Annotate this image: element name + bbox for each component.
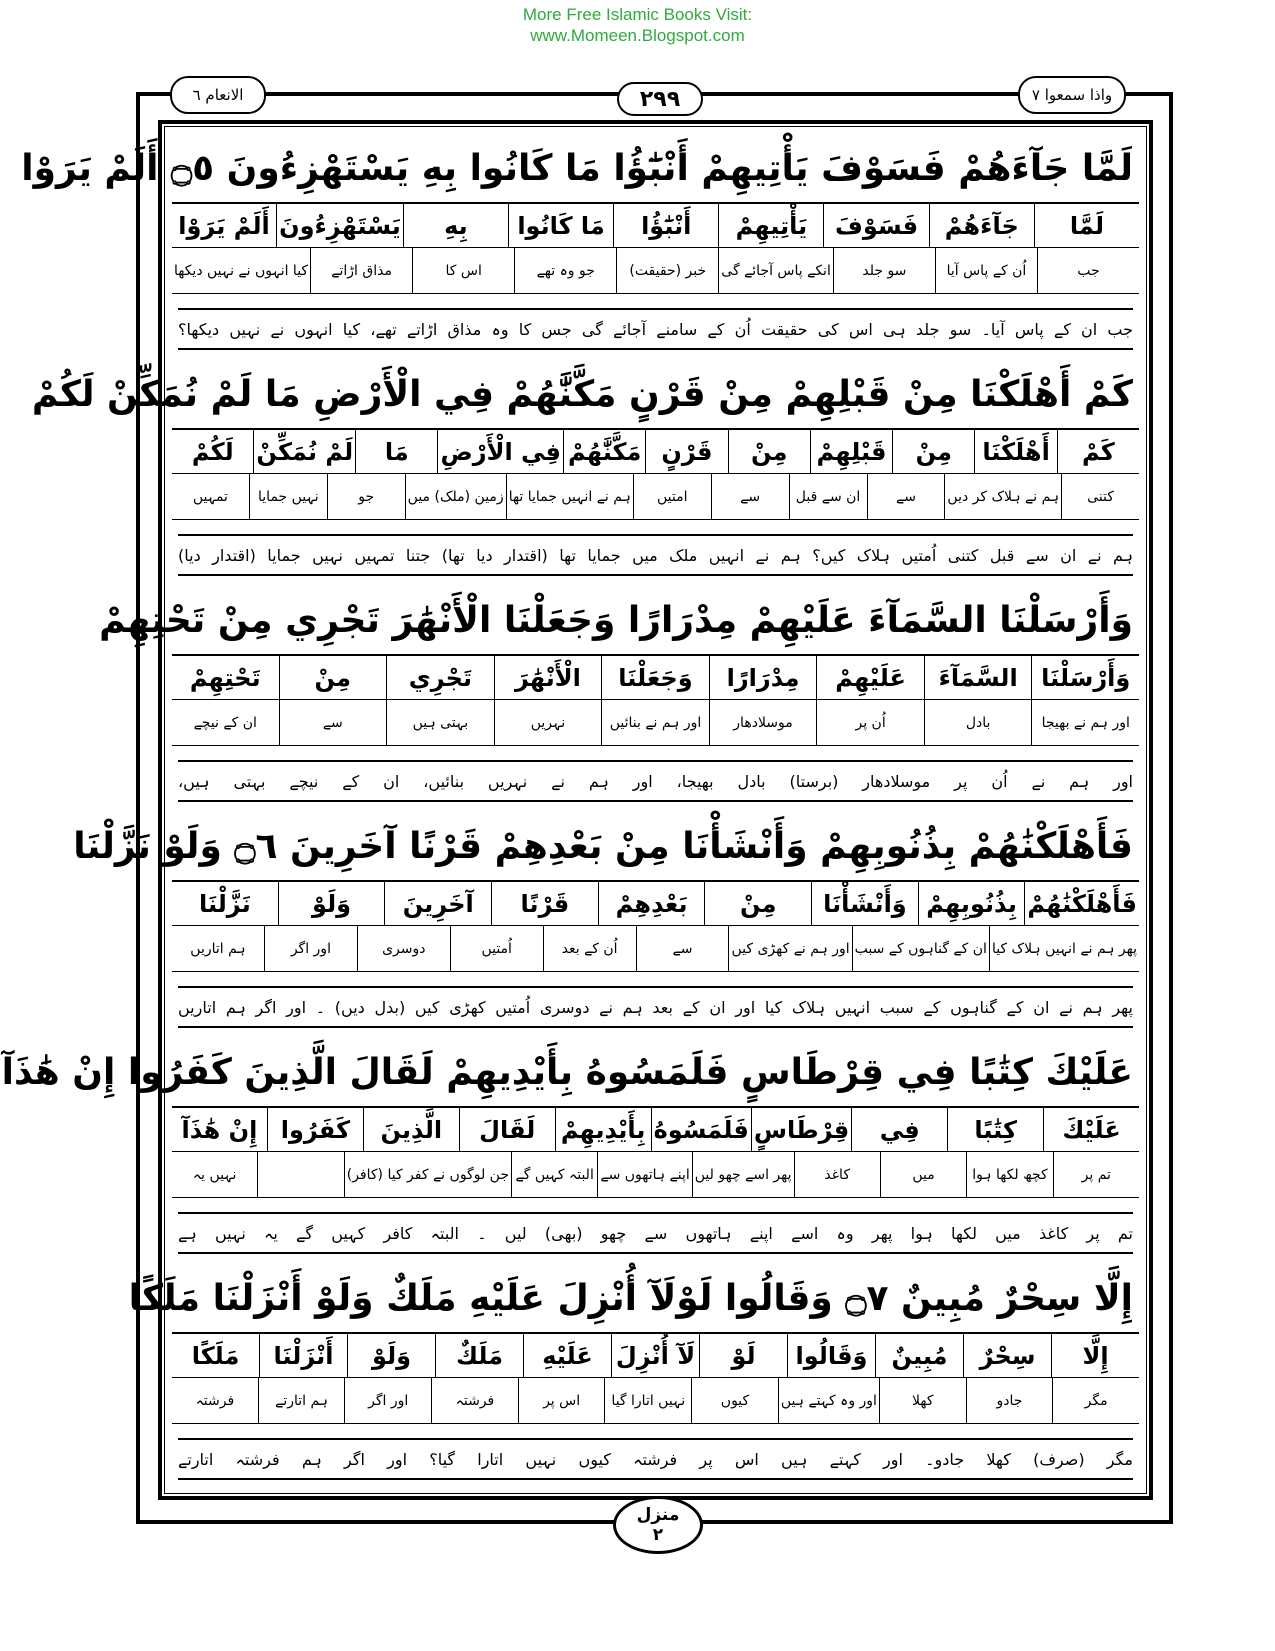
urdu-meaning: خبر (حقیقت)	[616, 248, 718, 294]
arabic-word: أَهْلَكْنَا	[974, 430, 1056, 473]
urdu-meaning: اور ہم نے بنائیں	[601, 700, 709, 746]
urdu-meaning-row	[172, 1378, 1139, 1424]
arabic-word: وَأَنْشَأْنَا	[811, 882, 918, 925]
arabic-word: قَبْلِهِمْ	[810, 430, 892, 473]
arabic-word: لَآ أُنْزِلَ	[611, 1334, 699, 1377]
urdu-meaning: کچھ لکھا ہوا	[966, 1152, 1052, 1198]
arabic-word: مُبِينٌ	[875, 1334, 963, 1377]
urdu-meaning: دوسری	[357, 926, 450, 972]
urdu-meaning: کیا انہوں نے نہیں دیکھا	[173, 263, 309, 279]
urdu-meaning: کیوں	[691, 1378, 778, 1424]
arabic-word: لَمْ نُمَكِّنْ	[253, 430, 355, 473]
urdu-meaning: سے	[279, 700, 387, 746]
urdu-meaning: اُن کے بعد	[543, 926, 636, 972]
urdu-meaning: زمین (ملک) میں	[405, 474, 506, 520]
word-grid	[172, 654, 1139, 746]
arabic-word: تَجْرِي	[386, 656, 494, 699]
arabic-word: وَجَعَلْنَا	[601, 656, 709, 699]
translation-line: تم پر کاغذ میں لکھا ہوا پھر وہ اسے اپنے ہاتھوں سے چھو (بھی) لیں ۔ البتہ کافر کہیں گے یہ نہیں ہے	[178, 1212, 1133, 1254]
arabic-word: الَّذِينَ	[363, 1108, 459, 1151]
word-grid	[172, 1332, 1139, 1424]
arabic-word: وَلَوْ	[347, 1334, 435, 1377]
urdu-meaning: جن لوگوں نے کفر کیا (کافر)	[344, 1152, 511, 1198]
arabic-word: مَلَكٌ	[435, 1334, 523, 1377]
arabic-word: جَآءَهُمْ	[929, 204, 1034, 247]
arabic-word: يَسْتَهْزِءُونَ	[276, 204, 403, 247]
urdu-meaning: سے	[711, 474, 789, 520]
urdu-meaning: امتیں	[633, 474, 711, 520]
arabic-word: عَلَيْهِ	[523, 1334, 611, 1377]
arabic-word: لَوْ	[699, 1334, 787, 1377]
urdu-meaning: نہیں اتارا گیا	[604, 1378, 691, 1424]
arabic-word: مِنْ	[704, 882, 811, 925]
arabic-word-row	[172, 1334, 1139, 1378]
urdu-meaning: سے	[867, 474, 945, 520]
urdu-meaning: بہتی ہیں	[386, 700, 494, 746]
urdu-meaning-row	[172, 474, 1139, 520]
manzil-badge	[613, 1496, 703, 1554]
arabic-word: تَحْتِهِمْ	[189, 663, 261, 692]
verse-block	[1, 1038, 1139, 1264]
urdu-meaning: البتہ کہیں گے	[511, 1152, 597, 1198]
arabic-word: مَا	[355, 430, 437, 473]
arabic-word: كَمْ	[1057, 430, 1139, 473]
arabic-word: بِهِ	[403, 204, 508, 247]
urdu-meaning: میں	[880, 1152, 966, 1198]
verse-line: عَلَيْكَ كِتَٰبًا فِي قِرْطَاسٍ فَلَمَسُوهُ بِأَيْدِيهِمْ لَقَالَ الَّذِينَ كَفَرُوا إِنْ هَٰذَآ	[1, 1052, 1133, 1093]
urdu-meaning: اور اگر	[344, 1378, 431, 1424]
arabic-word: فِي	[851, 1108, 947, 1151]
urdu-meaning: ہم اتاریں	[190, 941, 246, 957]
urdu-meaning: فرشتہ	[195, 1393, 235, 1409]
arabic-word: وَقَالُوا	[787, 1334, 875, 1377]
arabic-word: فَلَمَسُوهُ	[651, 1108, 751, 1151]
urdu-meaning: پھر اسے چھو لیں	[692, 1152, 794, 1198]
urdu-meaning: اس پر	[518, 1378, 605, 1424]
urdu-meaning: اور وہ کہتے ہیں	[778, 1378, 879, 1424]
verse-line: إِلَّا سِحْرٌ مُبِينٌ ۝٧ وَقَالُوا لَوْلَآ أُنْزِلَ عَلَيْهِ مَلَكٌ وَلَوْ أَنْزَلْنَا مَلَكًا	[128, 1278, 1133, 1319]
arabic-word-row	[172, 882, 1139, 926]
urdu-meaning: ہم اتارتے	[258, 1378, 345, 1424]
urdu-meaning: کھلا	[879, 1378, 966, 1424]
arabic-word: عَلَيْهِمْ	[816, 656, 924, 699]
urdu-meaning: نہیں یہ	[192, 1167, 237, 1183]
urdu-meaning: جو وہ تھے	[514, 248, 616, 294]
arabic-word: بِأَيْدِيهِمْ	[555, 1108, 651, 1151]
arabic-word: أَنْزَلْنَا	[259, 1334, 347, 1377]
urdu-meaning: سو جلد	[833, 248, 935, 294]
header-surah-name: الانعام ٦	[170, 76, 266, 114]
urdu-meaning-row	[172, 1152, 1139, 1198]
translation-line: پھر ہم نے ان کے گناہوں کے سبب انہیں ہلاک کیا اور ان کے بعد ہم نے دوسری اُمتیں کھڑی کیں (بدل دیں) ۔ اور اگر ہم اتاریں	[178, 986, 1133, 1028]
urdu-meaning: مذاق اڑاتے	[310, 248, 412, 294]
urdu-meaning: بادل	[924, 700, 1032, 746]
verse-line: فَأَهْلَكْنَٰهُمْ بِذُنُوبِهِمْ وَأَنْشَأْنَا مِنْ بَعْدِهِمْ قَرْنًا آخَرِينَ ۝٦ وَلَوْ نَزَّلْنَا	[73, 826, 1133, 867]
urdu-meaning: اور ہم نے بھیجا	[1031, 700, 1139, 746]
arabic-word: سِحْرٌ	[963, 1334, 1051, 1377]
arabic-word: مِدْرَارًا	[709, 656, 817, 699]
verse-block	[21, 134, 1139, 360]
arabic-word: يَأْتِيهِمْ	[718, 204, 823, 247]
urdu-meaning: اور ہم نے کھڑی کیں	[728, 926, 851, 972]
urdu-meaning: کاغذ	[794, 1152, 880, 1198]
arabic-word: فَأَهْلَكْنَٰهُمْ	[1024, 882, 1139, 925]
promo-banner	[0, 4, 1275, 46]
arabic-word: مَكَّنَّٰهُمْ	[563, 430, 645, 473]
urdu-meaning: ان کے نیچے	[193, 715, 257, 731]
urdu-meaning: ان کے گناہوں کے سبب	[852, 926, 989, 972]
urdu-meaning: ہم نے انہیں جمایا تھا	[506, 474, 633, 520]
manzil-label: منزل	[636, 1505, 680, 1525]
urdu-meaning-row	[172, 926, 1139, 972]
arabic-word-row	[172, 656, 1139, 700]
urdu-meaning: جب	[1037, 248, 1139, 294]
arabic-word: عَلَيْكَ	[1043, 1108, 1139, 1151]
arabic-word: كِتَٰبًا	[947, 1108, 1043, 1151]
arabic-word: مَلَكًا	[191, 1341, 240, 1370]
arabic-word: أَنْبَٰٓؤُا	[613, 204, 718, 247]
urdu-meaning	[257, 1152, 343, 1198]
arabic-word: لَكُمْ	[191, 437, 234, 466]
verse-block	[99, 586, 1139, 812]
urdu-meaning: کتنی	[1061, 474, 1139, 520]
verse-block	[128, 1264, 1139, 1490]
verse-line: وَأَرْسَلْنَا السَّمَآءَ عَلَيْهِمْ مِدْرَارًا وَجَعَلْنَا الْأَنْهَٰرَ تَجْرِي مِنْ تَحْتِهِمْ	[99, 600, 1133, 641]
arabic-word-row	[172, 430, 1139, 474]
arabic-word: مِنْ	[892, 430, 974, 473]
arabic-word: فَسَوْفَ	[823, 204, 928, 247]
urdu-meaning-row	[172, 248, 1139, 294]
word-grid	[172, 202, 1139, 294]
arabic-word: مِنْ	[279, 656, 387, 699]
arabic-word: فِي الْأَرْضِ	[437, 430, 563, 473]
arabic-word: السَّمَآءَ	[924, 656, 1032, 699]
urdu-meaning: اُن کے پاس آیا	[935, 248, 1037, 294]
word-grid	[172, 880, 1139, 972]
arabic-word-row	[172, 1108, 1139, 1152]
promo-line-1: More Free Islamic Books Visit:	[522, 5, 753, 24]
urdu-meaning: تم پر	[1053, 1152, 1139, 1198]
urdu-meaning: ان سے قبل	[789, 474, 867, 520]
urdu-meaning: جادو	[966, 1378, 1053, 1424]
urdu-meaning: فرشتہ	[431, 1378, 518, 1424]
arabic-word: الْأَنْهَٰرَ	[494, 656, 602, 699]
translation-line: مگر (صرف) کھلا جادو۔ اور کہتے ہیں اس پر فرشتہ کیوں نہیں اتارا گیا؟ اور اگر ہم فرشتہ اتارتے	[178, 1438, 1133, 1480]
verse-block	[31, 360, 1139, 586]
urdu-meaning: انکے پاس آجائے گی	[718, 248, 833, 294]
page-content	[1, 134, 1139, 1484]
urdu-meaning: پھر ہم نے انہیں ہلاک کیا	[989, 926, 1139, 972]
arabic-word: قِرْطَاسٍ	[751, 1108, 851, 1151]
urdu-meaning: سے	[636, 926, 729, 972]
urdu-meaning: اُن پر	[816, 700, 924, 746]
verse-line: كَمْ أَهْلَكْنَا مِنْ قَبْلِهِمْ مِنْ قَرْنٍ مَكَّنَّٰهُمْ فِي الْأَرْضِ مَا لَمْ نُمَكِّنْ لَكُمْ	[31, 374, 1133, 415]
arabic-word: إِلَّا	[1051, 1334, 1139, 1377]
urdu-meaning: تمہیں	[192, 489, 228, 505]
urdu-meaning: مگر	[1052, 1378, 1139, 1424]
urdu-meaning: نہریں	[494, 700, 602, 746]
arabic-word: لَقَالَ	[459, 1108, 555, 1151]
arabic-word: أَلَمْ يَرَوْا	[178, 211, 270, 240]
arabic-word: نَزَّلْنَا	[198, 889, 251, 918]
arabic-word: مِنْ	[728, 430, 810, 473]
urdu-meaning: نہیں جمایا	[249, 474, 327, 520]
arabic-word: إِنْ هَٰذَآ	[181, 1115, 258, 1144]
urdu-meaning: اس کا	[412, 248, 514, 294]
verse-line: لَمَّا جَآءَهُمْ فَسَوْفَ يَأْتِيهِمْ أَنْبَٰٓؤُا مَا كَانُوا بِهِ يَسْتَهْزِءُونَ ۝٥ أَلَمْ يَرَوْا	[21, 148, 1133, 189]
arabic-word: آخَرِينَ	[384, 882, 491, 925]
arabic-word: لَمَّا	[1034, 204, 1139, 247]
promo-link[interactable]: www.Momeen.Blogspot.com	[530, 26, 745, 45]
urdu-meaning: ہم نے ہلاک کر دیں	[944, 474, 1061, 520]
header-para-name: واذا سمعوا ۷	[1018, 76, 1126, 114]
verse-block	[73, 812, 1139, 1038]
translation-line: جب ان کے پاس آیا۔ سو جلد ہی اس کی حقیقت اُن کے سامنے آجائے گی جس کا وہ مذاق اڑاتے تھے، کیا انہوں نے نہیں دیکھا؟	[178, 308, 1133, 350]
word-grid	[172, 428, 1139, 520]
arabic-word-row	[172, 204, 1139, 248]
translation-line: اور ہم نے اُن پر موسلادھار (برستا) بادل بھیجا، اور ہم نے نہریں بنائیں، ان کے نیچے بہتی ہیں،	[178, 760, 1133, 802]
translation-line: ہم نے ان سے قبل کتنی اُمتیں ہلاک کیں؟ ہم نے انہیں ملک میں جمایا تھا (اقتدار دیا تھا) جتنا تمہیں نہیں جمایا (اقتدار دیا)	[178, 534, 1133, 576]
urdu-meaning: اپنے ہاتھوں سے	[597, 1152, 691, 1198]
urdu-meaning-row	[172, 700, 1139, 746]
arabic-word: كَفَرُوا	[267, 1108, 363, 1151]
manzil-number: ۲	[652, 1525, 664, 1545]
urdu-meaning: اور اگر	[264, 926, 357, 972]
arabic-word: قَرْنًا	[491, 882, 598, 925]
arabic-word: وَلَوْ	[278, 882, 385, 925]
arabic-word: وَأَرْسَلْنَا	[1031, 656, 1139, 699]
arabic-word: بِذُنُوبِهِمْ	[918, 882, 1025, 925]
arabic-word: قَرْنٍ	[645, 430, 727, 473]
urdu-meaning: اُمتیں	[450, 926, 543, 972]
arabic-word: مَا كَانُوا	[508, 204, 613, 247]
word-grid	[172, 1106, 1139, 1198]
arabic-word: بَعْدِهِمْ	[598, 882, 705, 925]
header-page-number: ۲۹۹	[617, 82, 703, 116]
urdu-meaning: موسلادھار	[709, 700, 817, 746]
urdu-meaning: جو	[327, 474, 405, 520]
